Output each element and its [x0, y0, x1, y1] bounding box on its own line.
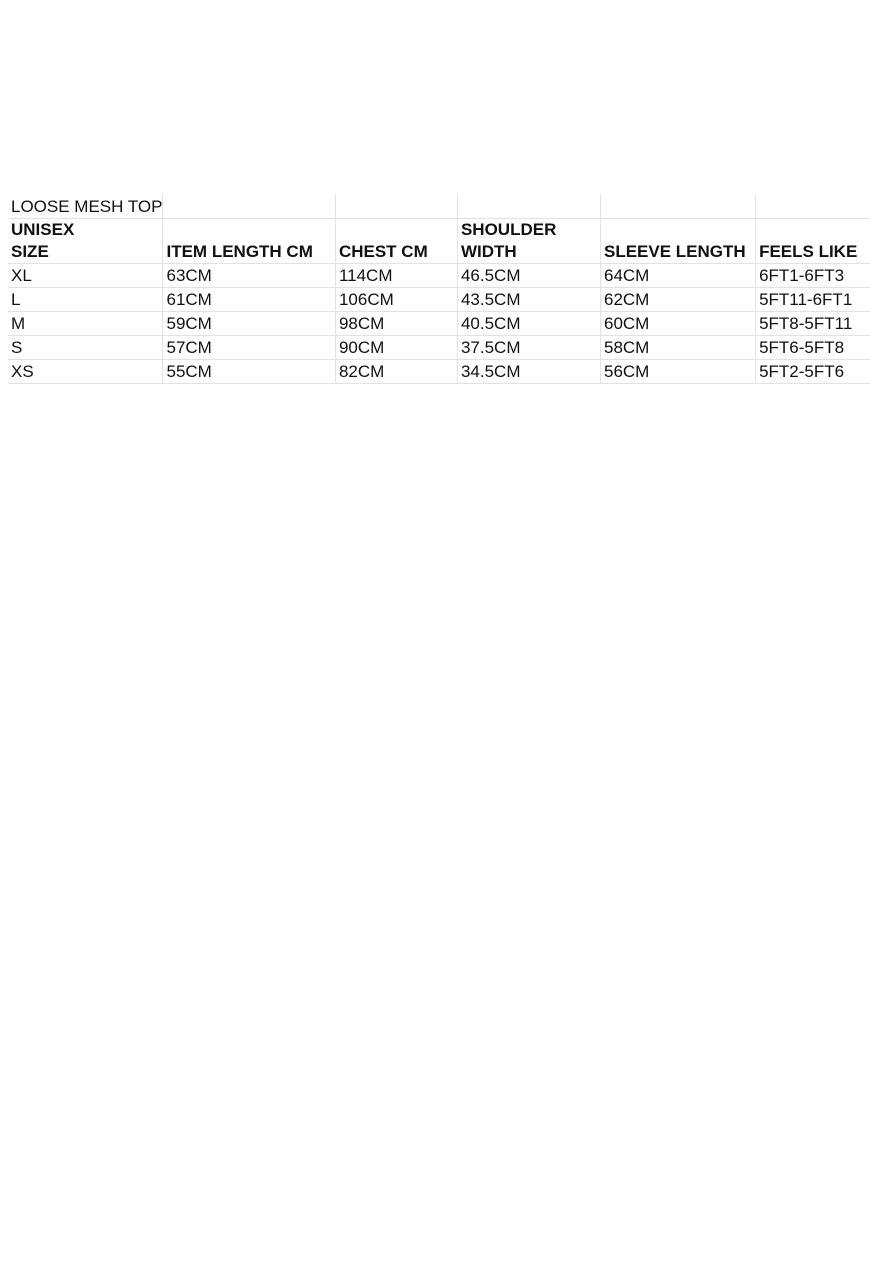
header-item-length — [163, 219, 335, 264]
chart-title: LOOSE MESH TOP — [8, 194, 163, 219]
item-length-cell: 57CM — [163, 336, 335, 360]
sleeve-length-cell: 58CM — [601, 336, 756, 360]
size-cell: XS — [8, 360, 163, 384]
item-length-cell: 59CM — [163, 312, 335, 336]
table-row — [8, 336, 870, 360]
table-row — [8, 360, 870, 384]
header-sleeve-length — [601, 219, 756, 264]
feels-like-cell: 5FT8-5FT11 — [756, 312, 870, 336]
header-shoulder-width-line2: WIDTH — [460, 242, 517, 261]
item-length-cell: 63CM — [163, 264, 335, 288]
empty-cell — [457, 194, 600, 219]
shoulder-width-cell: 34.5CM — [457, 360, 600, 384]
sleeve-length-cell: 56CM — [601, 360, 756, 384]
size-chart-table — [8, 194, 870, 384]
chest-cell: 106CM — [335, 288, 457, 312]
item-length-cell: 55CM — [163, 360, 335, 384]
sleeve-length-cell: 60CM — [601, 312, 756, 336]
header-shoulder-width — [457, 219, 600, 264]
title-row — [8, 194, 870, 219]
sleeve-length-cell: 62CM — [601, 288, 756, 312]
header-size-line1: UNISEX — [11, 220, 75, 239]
size-cell: S — [8, 336, 163, 360]
size-cell: L — [8, 288, 163, 312]
sleeve-length-cell: 64CM — [601, 264, 756, 288]
header-row — [8, 219, 870, 264]
empty-cell — [335, 194, 457, 219]
item-length-cell: 61CM — [163, 288, 335, 312]
chest-cell: 98CM — [335, 312, 457, 336]
table-row — [8, 288, 870, 312]
header-chest — [335, 219, 457, 264]
empty-cell — [756, 194, 870, 219]
header-feels-like — [756, 219, 870, 264]
feels-like-cell: 5FT11-6FT1 — [756, 288, 870, 312]
empty-cell — [163, 194, 335, 219]
shoulder-width-cell: 37.5CM — [457, 336, 600, 360]
shoulder-width-cell: 40.5CM — [457, 312, 600, 336]
table-row — [8, 312, 870, 336]
shoulder-width-cell: 46.5CM — [457, 264, 600, 288]
feels-like-cell: 6FT1-6FT3 — [756, 264, 870, 288]
header-chest-line2: CHEST CM — [338, 242, 428, 261]
header-sleeve-length-line2: SLEEVE LENGTH — [604, 242, 746, 261]
shoulder-width-cell: 43.5CM — [457, 288, 600, 312]
chest-cell: 114CM — [335, 264, 457, 288]
size-cell: M — [8, 312, 163, 336]
empty-cell — [601, 194, 756, 219]
table-row — [8, 264, 870, 288]
size-cell: XL — [8, 264, 163, 288]
header-size — [8, 219, 163, 264]
header-shoulder-width-line1: SHOULDER — [460, 220, 557, 239]
feels-like-cell: 5FT6-5FT8 — [756, 336, 870, 360]
chest-cell: 82CM — [335, 360, 457, 384]
chest-cell: 90CM — [335, 336, 457, 360]
header-size-line2: SIZE — [11, 242, 49, 261]
feels-like-cell: 5FT2-5FT6 — [756, 360, 870, 384]
header-item-length-line2: ITEM LENGTH CM — [166, 242, 313, 261]
header-feels-like-line2: FEELS LIKE — [759, 242, 858, 261]
